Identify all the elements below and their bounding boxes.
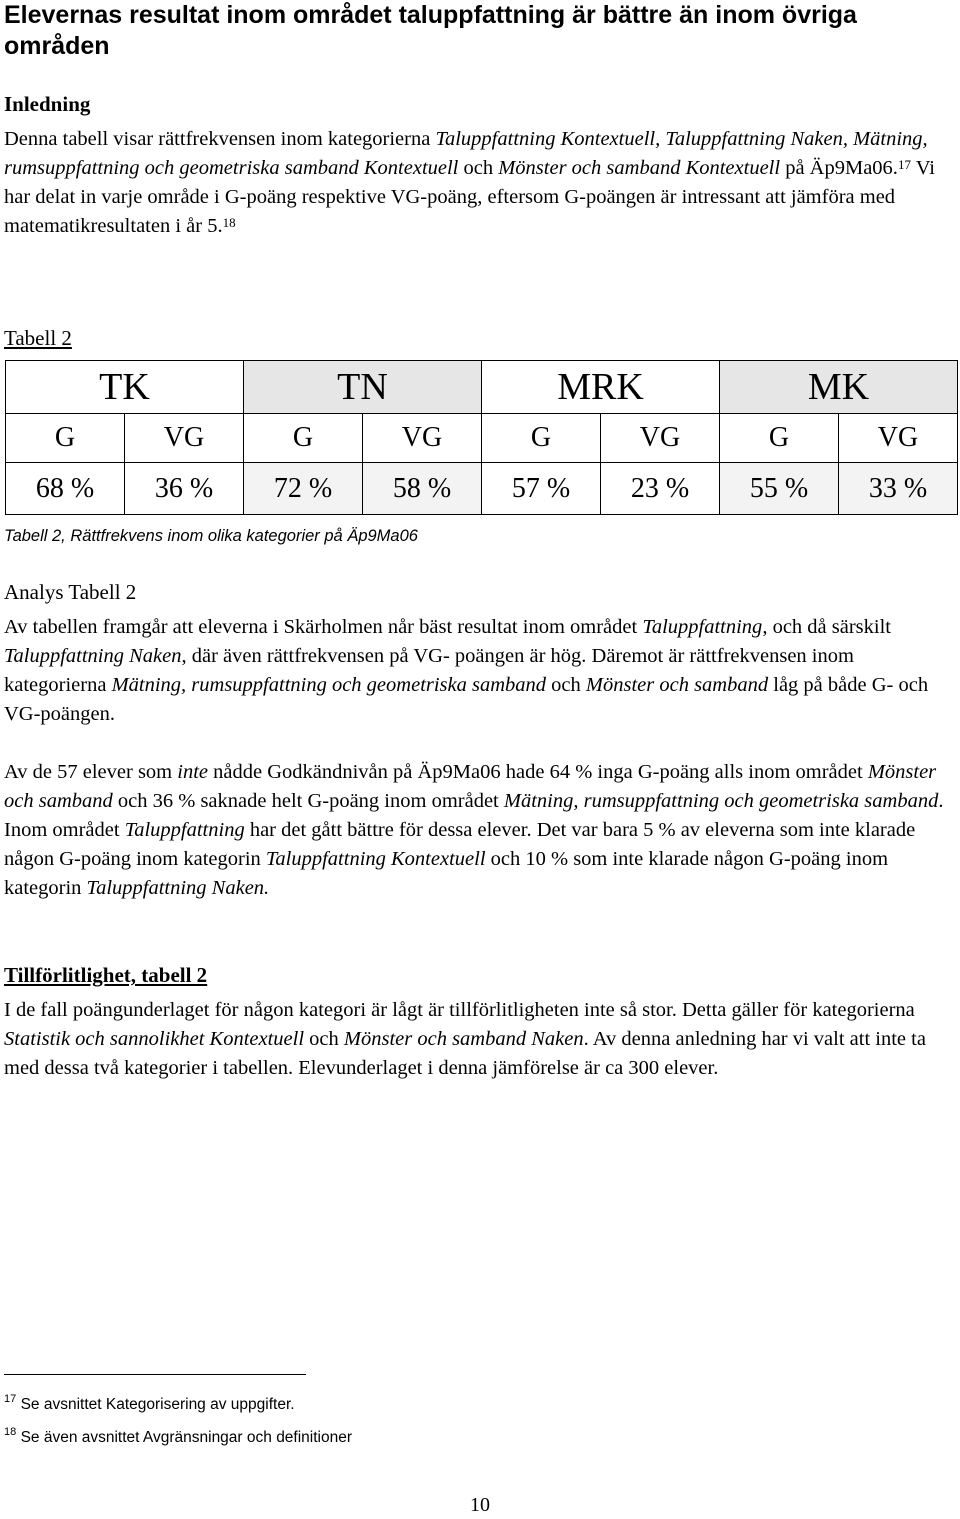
table-category-header: TK — [6, 361, 244, 414]
intro-heading: Inledning — [4, 92, 91, 116]
table-subheader: VG — [363, 414, 482, 463]
table-cell: 55 % — [720, 463, 839, 515]
table-subheader: VG — [601, 414, 720, 463]
table-cell: 33 % — [839, 463, 958, 515]
table-category-header: MRK — [482, 361, 720, 414]
analys-heading: Analys Tabell 2 — [4, 580, 137, 604]
table-subheader: G — [720, 414, 839, 463]
tillforlitlighet-heading: Tillförlitlighet, tabell 2 — [4, 963, 208, 987]
table-cell: 23 % — [601, 463, 720, 515]
table-cell: 57 % — [482, 463, 601, 515]
tillforlitlighet-paragraph: I de fall poängunderlaget för någon kategori är lågt är tillförlitligheten inte så stor. Detta gäller för kategorierna Statistik och sannolikhet Kontextuell och Mönster och samband Naken. Av denna anledning har vi valt att inte ta med dessa två kategorier i tabellen. Elevunderlaget i denna jämförelse är ca 300 elever. — [4, 999, 926, 1079]
table-cell: 58 % — [363, 463, 482, 515]
table-subheader: VG — [125, 414, 244, 463]
footnote-divider — [4, 1374, 306, 1375]
table-subheader: G — [6, 414, 125, 463]
intro-paragraph: Denna tabell visar rättfrekvensen inom kategorierna Taluppfattning Kontextuell, Taluppfattning Naken, Mätning, rumsuppfattning och geometriska samband Kontextuell och Mönster och samband Kontextuell på Äp9Ma06.17 Vi har delat in varje område i G-poäng respektive VG-poäng, eftersom G-poängen är intressant att jämföra med matematikresultaten i år 5.18 — [4, 128, 935, 237]
table-category-header: TN — [244, 361, 482, 414]
table-cell: 72 % — [244, 463, 363, 515]
results-table — [5, 360, 958, 515]
table-subheader: G — [244, 414, 363, 463]
table-cell: 36 % — [125, 463, 244, 515]
table-cell: 68 % — [6, 463, 125, 515]
page-number: 10 — [470, 1494, 490, 1516]
footnote-18: $^{18}$ Se även avsnittet Avgränsningar och definitioner — [4, 1426, 353, 1446]
footnote-ref-18: 18 — [222, 215, 236, 230]
footnote-ref-17: 17 — [897, 157, 911, 172]
table-subheader: G — [482, 414, 601, 463]
analys-paragraph-1: Av tabellen framgår att eleverna i Skärholmen når bäst resultat inom området Taluppfattning, och då särskilt Taluppfattning Naken, där även rättfrekvensen på VG- poängen är hög. Däremot är rättfrekvensen inom kategorierna Mätning, rumsuppfattning och geometriska samband och Mönster och samband låg på både G- och VG-poängen. — [4, 616, 929, 725]
footnote-17: $^{17}$ Se avsnittet Kategorisering av uppgifter. — [4, 1393, 295, 1413]
table-caption: Tabell 2, Rättfrekvens inom olika kategorier på Äp9Ma06 — [4, 527, 418, 545]
table-category-header: MK — [720, 361, 958, 414]
table-subheader: VG — [839, 414, 958, 463]
table-label: Tabell 2 — [4, 326, 72, 350]
page-title: Elevernas resultat inom området taluppfattning är bättre än inom övriga områden — [4, 1, 857, 60]
analys-paragraph-2: Av de 57 elever som inte nådde Godkändnivån på Äp9Ma06 hade 64 % inga G-poäng alls inom området Mönster och samband och 36 % saknade helt G-poäng inom området Mätning, rumsuppfattning och geometriska samband. Inom området Taluppfattning har det gått bättre för dessa elever. Det var bara 5 % av eleverna som inte klarade någon G-poäng inom kategorin Taluppfattning Kontextuell och 10 % som inte klarade någon G-poäng inom kategorin Taluppfattning Naken. — [4, 761, 944, 899]
